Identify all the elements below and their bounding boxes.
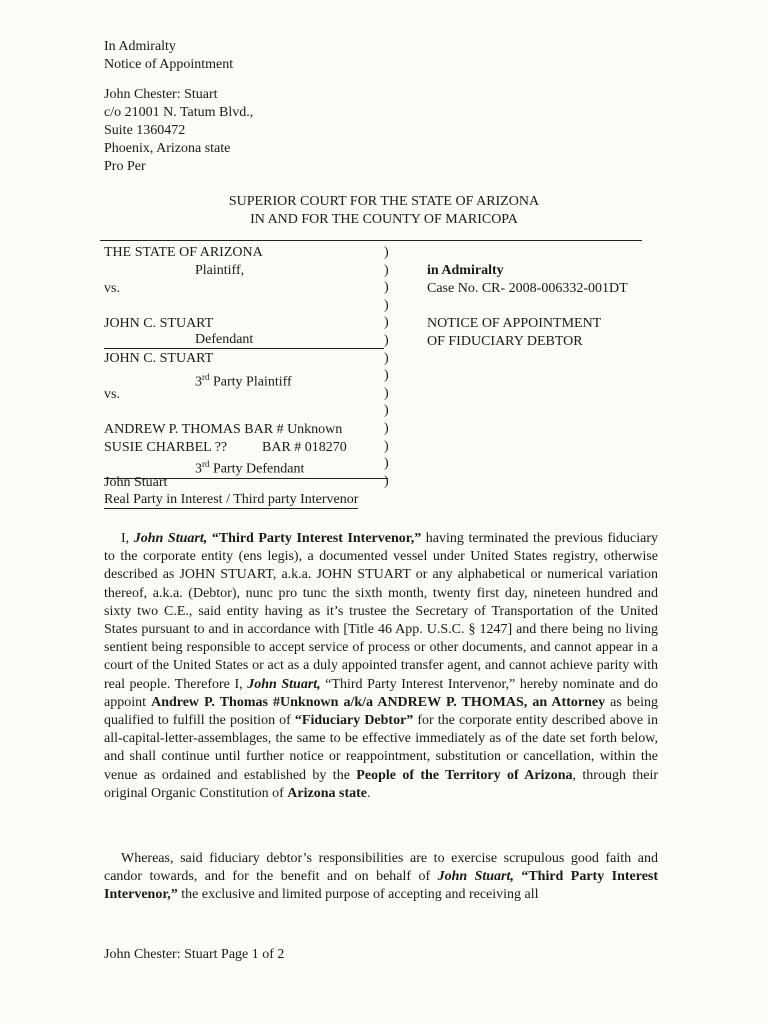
tp-plaintiff-name: JOHN C. STUART: [104, 351, 214, 366]
plaintiff-role: Plaintiff,: [195, 263, 245, 278]
thomas-line: ANDREW P. THOMAS BAR # Unknown: [104, 422, 343, 437]
tp-plaintiff-role: 3rd Party Plaintiff: [195, 372, 292, 390]
vs-label: vs.: [104, 281, 120, 296]
defendant-role: Defendant: [104, 332, 384, 349]
charbel-bar: BAR # 018270: [262, 440, 347, 455]
address-line: c/o 21001 N. Tatum Blvd.,: [104, 105, 254, 120]
paragraph-2: Whereas, said fiduciary debtor’s responsibilities are to exercise scrupulous good faith and candor towards, and for the benefit and on behalf of John Stuart, “Third Party Interest Intervenor,” the exclusive and limited purpose of accepting and receiving all: [104, 851, 659, 903]
address-line: Suite 1360472: [104, 123, 186, 138]
header-block: [104, 38, 253, 176]
court-line-2: IN AND FOR THE COUNTY OF MARICOPA: [250, 212, 518, 227]
notice-title-2: OF FIDUCIARY DEBTOR: [427, 334, 583, 349]
court-line-1: SUPERIOR COURT FOR THE STATE OF ARIZONA: [228, 194, 540, 209]
caption-parentheses: ) ) ) ) ) ) ) ) ) ) ) ) ) ): [384, 245, 389, 489]
header-line: In Admiralty: [104, 39, 176, 54]
header-line: Notice of Appointment: [104, 57, 234, 72]
address-line: John Chester: Stuart: [104, 87, 218, 102]
plaintiff-name: THE STATE OF ARIZONA: [104, 245, 263, 260]
in-admiralty-label: in Admiralty: [427, 263, 504, 278]
intervenor-name: John Stuart: [104, 475, 168, 490]
court-heading: [0, 193, 768, 229]
court-rule: [100, 240, 642, 241]
paragraph-1: I, John Stuart, “Third Party Interest Intervenor,” having terminated the previous fiduciary to the corporate entity (ens legis), a documented vessel under United States registry, otherwise described as JOHN STUART, a.k.a. JOHN STUART or any alphabetical or numerical variation thereof, a.k.a. (Debtor), nunc pro tunc the sixth month, twenty first day, nineteen hundred and sixty two C.E., said entity having as it’s trustee the Secretary of Transportation of the United States pursuant to and in accordance with [Title 46 App. U.S.C. § 1247] and there being no living sentient being responsible to accept service of process or other documents, and cannot appear in a court of the United States or act as a duly appointed transfer agent, and cannot achieve parity with real people. Therefore I, John Stuart, “Third Party Interest Intervenor,” hereby nominate and do appoint Andrew P. Thomas #Unknown a/k/a ANDREW P. THOMAS, an Attorney as being qualified to fulfill the position of “Fiduciary Debtor” for the corporate entity described above in all-capital-letter-assemblages, the same to be effective immediately as of the date set forth below, and shall continue until further notice or reappointment, substitution or cancellation, within the venue as ordained and established by the People of the Territory of Arizona, through their original Organic Constitution of Arizona state.: [104, 531, 659, 801]
charbel-name: SUSIE CHARBEL ??: [104, 440, 228, 455]
tp-defendant-role: 3rd Party Defendant: [104, 456, 388, 479]
notice-title-1: NOTICE OF APPOINTMENT: [427, 316, 602, 331]
intervenor-role: Real Party in Interest / Third party Intervenor: [104, 492, 359, 507]
page-footer: John Chester: Stuart Page 1 of 2: [104, 947, 285, 962]
vs-label: vs.: [104, 387, 120, 402]
address-line: Phoenix, Arizona state: [104, 141, 231, 156]
defendant-name: JOHN C. STUART: [104, 316, 214, 331]
address-line: Pro Per: [104, 159, 146, 174]
case-number: Case No. CR- 2008-006332-001DT: [427, 281, 628, 296]
